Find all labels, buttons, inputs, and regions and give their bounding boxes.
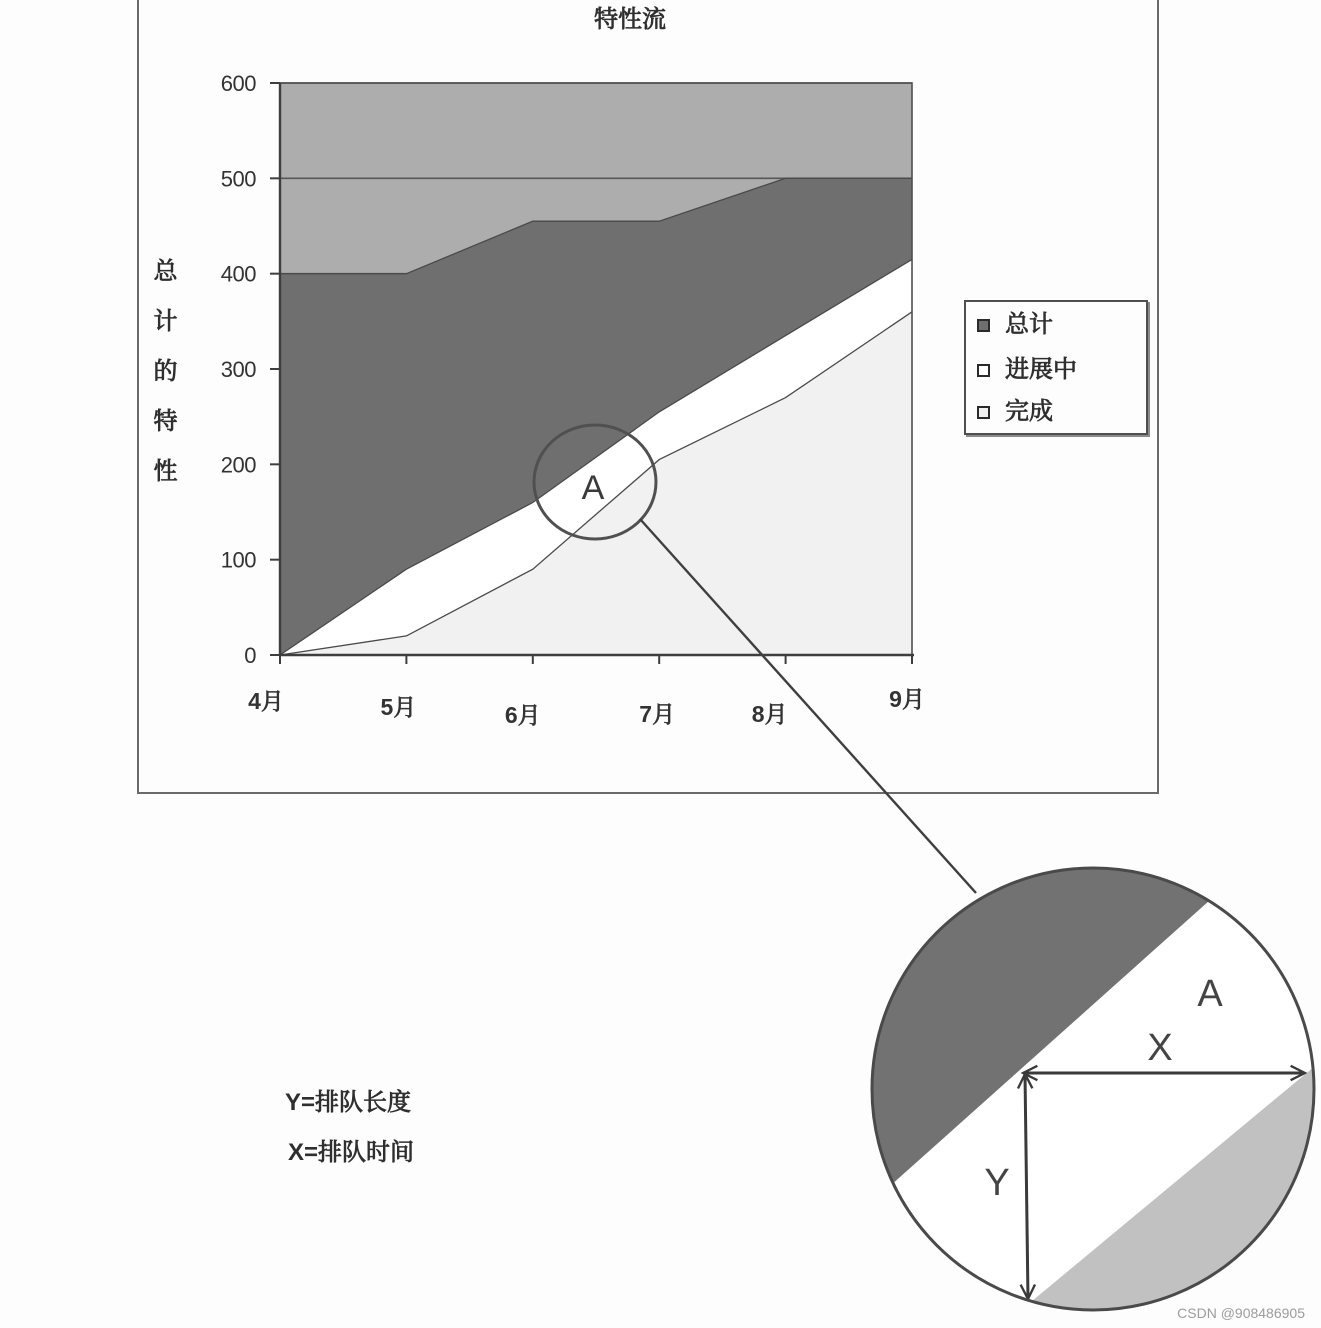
y-tick-label: 600 <box>220 71 256 96</box>
y-definition: Y=排队长度 <box>285 1089 412 1116</box>
zoom-circle <box>871 867 1315 1311</box>
plot-area <box>221 71 925 728</box>
y-tick-label: 200 <box>220 452 256 478</box>
legend-swatch <box>977 364 990 377</box>
highlight-label: A <box>581 469 605 507</box>
zoom-label-a: A <box>1197 973 1223 1015</box>
x-definition: X=排队时间 <box>288 1139 415 1166</box>
x-tick-label: 7月 <box>639 701 676 727</box>
legend-label: 总计 <box>1005 311 1053 338</box>
legend-label: 完成 <box>1005 398 1053 425</box>
legend-item <box>977 356 1077 384</box>
y-arrow-label: Y <box>984 1162 1010 1204</box>
x-arrow-label: X <box>1147 1027 1173 1069</box>
chart-title: 特性流 <box>594 6 666 33</box>
legend-swatch <box>977 319 990 332</box>
watermark: CSDN @908486905 <box>1177 1305 1305 1321</box>
y-axis-ticks <box>221 71 280 668</box>
y-axis-title: 总计的特性 <box>149 258 176 508</box>
y-tick-label: 400 <box>220 261 256 287</box>
x-tick-label: 4月 <box>248 688 284 714</box>
legend <box>964 300 1148 435</box>
y-tick-label: 0 <box>244 643 256 668</box>
y-tick-label: 300 <box>220 357 256 382</box>
x-tick-label: 5月 <box>380 694 417 720</box>
x-tick-label: 8月 <box>751 701 788 727</box>
y-tick-label: 100 <box>220 547 256 573</box>
x-tick-label: 9月 <box>889 686 925 712</box>
legend-item <box>977 398 1053 426</box>
legend-item <box>977 311 1053 339</box>
legend-swatch <box>977 406 990 419</box>
x-axis-ticks <box>248 655 925 728</box>
y-tick-label: 500 <box>220 166 256 192</box>
x-tick-label: 6月 <box>504 702 541 728</box>
legend-label: 进展中 <box>1005 356 1077 383</box>
